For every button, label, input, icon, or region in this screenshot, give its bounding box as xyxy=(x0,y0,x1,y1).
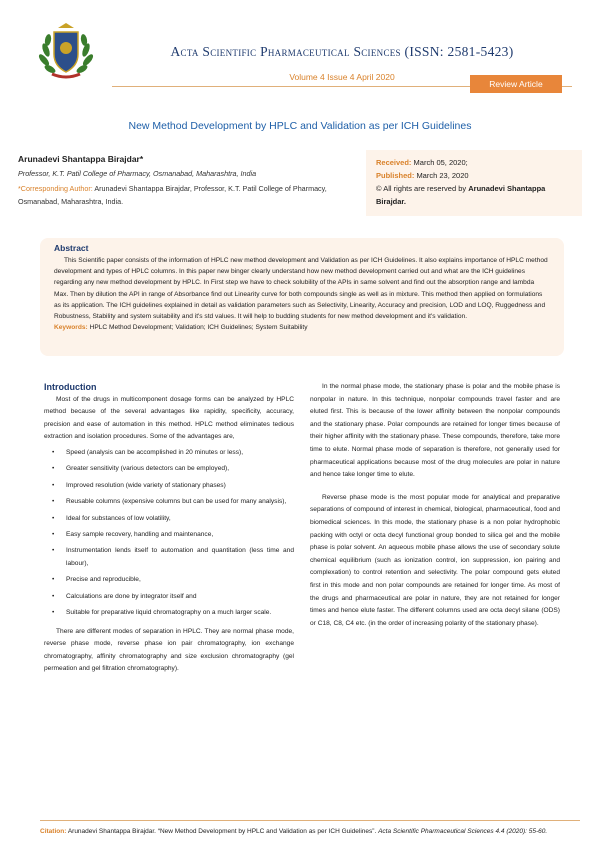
normal-phase-paragraph: In the normal phase mode, the stationary phase is polar and the mobile phase is nonpolar in nature. In this technique, nonpolar compounds travel faster and are eluted first. This is because of the lower affinity between the nonpolar compounds and the stationary phase. Polar compounds are retained for longer times because of their higher affinity with the stationary phase. These compounds, therefore, take more time to elute. Normal phase mode of separation is therefore, not generally used for pharmaceutical applications because most of the drug molecules are polar in nature and hence take longer time to elute. xyxy=(310,383,560,479)
list-item: • Speed (analysis can be accomplished in 20 minutes or less), xyxy=(66,447,294,460)
advantages-list xyxy=(44,447,294,620)
keywords: Keywords: HPLC Method Development; Validation; ICH Guidelines; System Suitability xyxy=(54,324,308,332)
intro-paragraph: Most of the drugs in multicomponent dosage forms can be analyzed by HPLC method because of the several advantages like rapidity, specificity, accuracy, precision and ease of automation in this method. HPLC method eliminates tedious extraction and isolation procedures. Some of the advantages are, xyxy=(44,395,294,441)
list-item: • Ideal for substances of low volatility, xyxy=(66,513,294,526)
list-item: • Calculations are done by integrator itself and xyxy=(66,591,294,604)
laurel-wreath-shield-icon xyxy=(38,20,94,82)
list-item: • Instrumentation lends itself to automation and quantitation (less time and labour), xyxy=(66,545,294,570)
corresponding-author xyxy=(18,182,353,208)
body-left-column xyxy=(44,381,294,676)
abstract-box xyxy=(40,238,564,356)
article-type-badge: Review Article xyxy=(470,75,562,93)
corresponding-author-text: Arunadevi Shantappa Birajdar, Professor, K.T. Patil College of Pharmacy, Osmanabad, Maharashtra, India. xyxy=(18,184,327,206)
journal-title: Acta Scientific Pharmaceutical Sciences (ISSN: 2581-5423) xyxy=(170,44,514,59)
article-title: New Method Development by HPLC and Validation as per ICH Guidelines xyxy=(128,120,472,132)
separation-modes-paragraph: There are different modes of separation in HPLC. They are normal phase mode, reverse phase mode, reverse phase ion pair chromatography, ion exchange chromatography, affinity chromatography and size exclusion chromatography (gel permeation and gel filtration chromatography). xyxy=(44,627,294,673)
author-names: Arunadevi Shantappa Birajdar* xyxy=(18,154,144,164)
corresponding-author-label: *Corresponding Author: xyxy=(18,184,93,193)
footer-divider xyxy=(40,820,580,821)
list-item: • Reusable columns (expensive columns but can be used for many analysis), xyxy=(66,496,294,509)
abstract-heading: Abstract xyxy=(54,243,89,253)
citation: Citation: Arunadevi Shantappa Birajdar. “New Method Development by HPLC and Validation as per ICH Guidelines”. Acta Scientific Pharmaceutical Sciences 4.4 (2020): 55-60. xyxy=(40,828,548,835)
body-right-column xyxy=(310,381,560,630)
list-item: • Suitable for preparative liquid chromatography on a much larger scale. xyxy=(66,607,294,620)
rights-statement: © All rights are reserved by Arunadevi Shantappa Birajdar. xyxy=(376,184,546,206)
reverse-phase-paragraph: Reverse phase mode is the most popular mode for analytical and preparative separations of compound of interest in chemical, biological, pharmaceutical, food and biomedical sciences. In this mode, the stationary phase is a non polar hydrophobic packing with octyl or octa decyl functional group bonded to silica gel and the mobile phase is polar solvent. An aqueous mobile phase allows the use of secondary solute chemical equilibrium (such as ionization control, ion suppression, ion pairing and complexation) to control retention and selectivity. The polar compound gets eluted first in this mode and non polar compounds are retained for longer time. As most of the drugs and pharmaceutical are polar in nature, they are not retained for longer times and hence elute faster. The different columns used are octa decyl silane (ODS) or C18, C8, C4 etc. (in the order of increasing polarity of the stationary phase). xyxy=(310,493,560,627)
list-item: • Greater sensitivity (various detectors can be employed), xyxy=(66,463,294,476)
introduction-heading: Introduction xyxy=(44,382,97,392)
received-date: Received: March 05, 2020; xyxy=(376,158,468,167)
list-item: • Precise and reproducible, xyxy=(66,574,294,587)
author-affiliation: Professor, K.T. Patil College of Pharmacy, Osmanabad, Maharashtra, India xyxy=(18,169,257,178)
list-item: • Easy sample recovery, handling and maintenance, xyxy=(66,529,294,542)
list-item: • Improved resolution (wide variety of stationary phases) xyxy=(66,480,294,493)
publication-dates-box xyxy=(366,150,582,216)
abstract-text: This Scientific paper consists of the information of HPLC new method development and Validation as per ICH Guidelines. It also explains importance of HPLC method development and types of HPLC columns. In this paper new binger clearly understand how new method development carried out and what are the ICH guidelines regarding any new method development by HPLC. In First step we have to check solubility of the APIs in same solvent and find out the absorption range and lambda Max. Then by dilution the API in range of Absorbance find out Linearity curve for both compounds single as well as in mixture. This method then applied on formulations as its application. The ICH guidelines explained in detail as validation parameters such as Selectivity, Linearity, Accuracy and precision, LOD and LOQ, Ruggedness and Robustness, Stability and system suitability and it's std values. It will help to budding students for new method development and it's validation. xyxy=(54,257,548,321)
published-date: Published: March 23, 2020 xyxy=(376,171,469,180)
issue-info: Volume 4 Issue 4 April 2020 xyxy=(289,72,395,82)
journal-logo xyxy=(38,20,94,82)
